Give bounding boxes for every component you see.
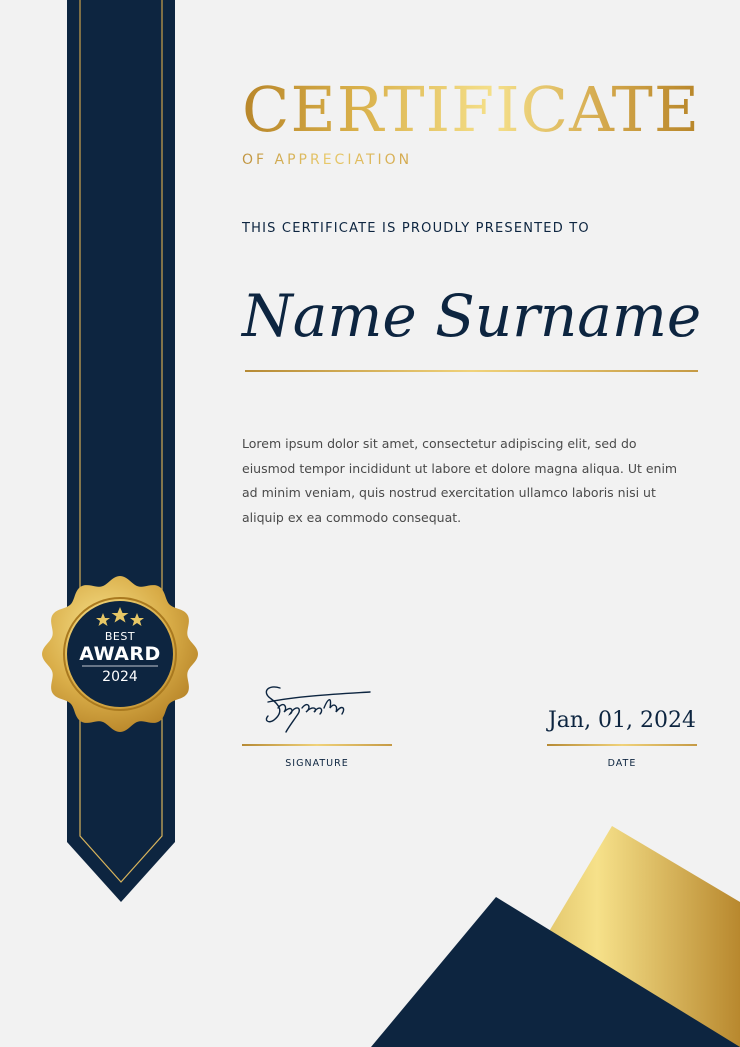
recipient-name: Name Surname: [242, 282, 702, 350]
badge-year: 2024: [102, 669, 138, 685]
signature-image: [258, 678, 378, 738]
signature-line: [242, 744, 392, 746]
badge-award-label: AWARD: [79, 643, 161, 665]
date-value: Jan, 01, 2024: [547, 708, 697, 733]
certificate-title: CERTIFICATE: [242, 70, 700, 150]
certificate-body: Lorem ipsum dolor sit amet, consectetur adipiscing elit, sed do eiusmod tempor incididunt ut labore et dolore magna aliqua. Ut enim ad minim veniam, quis nostrud exercitation ullamco laboris nisi ut aliquip ex ea commodo consequat.: [242, 436, 678, 526]
name-underline: [245, 370, 698, 372]
certificate-subtitle: OF APPRECIATION: [242, 152, 413, 168]
signature-label: SIGNATURE: [285, 758, 349, 769]
date-label: DATE: [607, 758, 637, 769]
date-line: [547, 744, 697, 746]
badge-best-label: BEST: [104, 630, 136, 643]
presented-to-label: THIS CERTIFICATE IS PROUDLY PRESENTED TO: [242, 221, 590, 236]
